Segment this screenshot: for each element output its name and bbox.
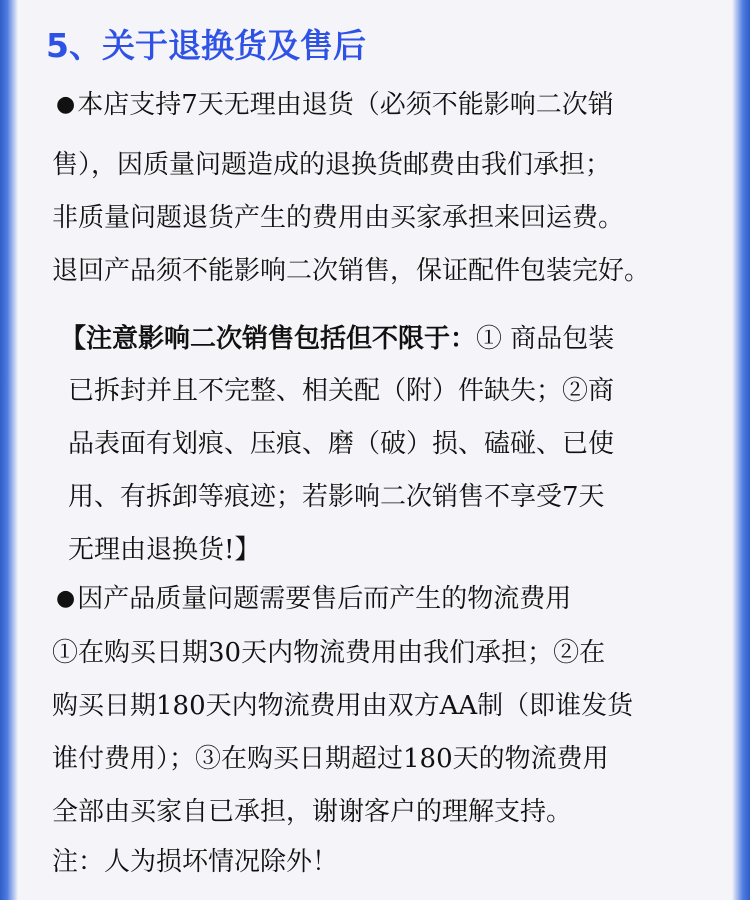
- notice-heading: 【注意影响二次销售包括但不限于：: [60, 324, 477, 354]
- return-policy-text-1: 本店支持7天无理由退货（必须不能影响二次销: [77, 90, 614, 120]
- after-sales-line-4: 全部由买家自已承担，谢谢客户的理解支持。: [52, 797, 573, 827]
- return-policy-line-1: [56, 88, 614, 122]
- return-policy-line-4: 退回产品须不能影响二次销售，保证配件包装完好。: [52, 256, 651, 286]
- notice-line-4: 用、有拆卸等痕迹；若影响二次销售不享受7天: [68, 482, 605, 512]
- after-sales-heading-line: [56, 582, 571, 616]
- after-sales-line-1: ①在购买日期30天内物流费用由我们承担；②在: [52, 638, 606, 668]
- footer-note: 注：人为损坏情况除外！: [52, 847, 339, 877]
- bullet-icon: ●: [56, 586, 76, 611]
- notice-line-2: 已拆封并且不完整、相关配（附）件缺失；②商: [68, 376, 615, 406]
- notice-line-3: 品表面有划痕、压痕、磨（破）损、磕碰、已使: [68, 429, 615, 459]
- notice-heading-rest: ① 商品包装: [476, 324, 615, 354]
- after-sales-line-3: 谁付费用）；③在购买日期超过180天的物流费用: [52, 744, 609, 774]
- after-sales-line-2: 购买日期180天内物流费用由双方AA制（即谁发货: [52, 691, 634, 721]
- return-policy-line-2: 售），因质量问题造成的退换货邮费由我们承担；: [52, 150, 612, 180]
- section-title: 5、关于退换货及售后: [46, 26, 366, 65]
- bullet-icon: ●: [56, 92, 76, 117]
- notice-line-5: 无理由退换货!】: [68, 535, 261, 565]
- notice-line-1: [60, 322, 614, 356]
- return-policy-line-3: 非质量问题退货产生的费用由买家承担来回运费。: [52, 203, 625, 233]
- after-sales-heading: 因产品质量问题需要售后而产生的物流费用: [77, 584, 572, 614]
